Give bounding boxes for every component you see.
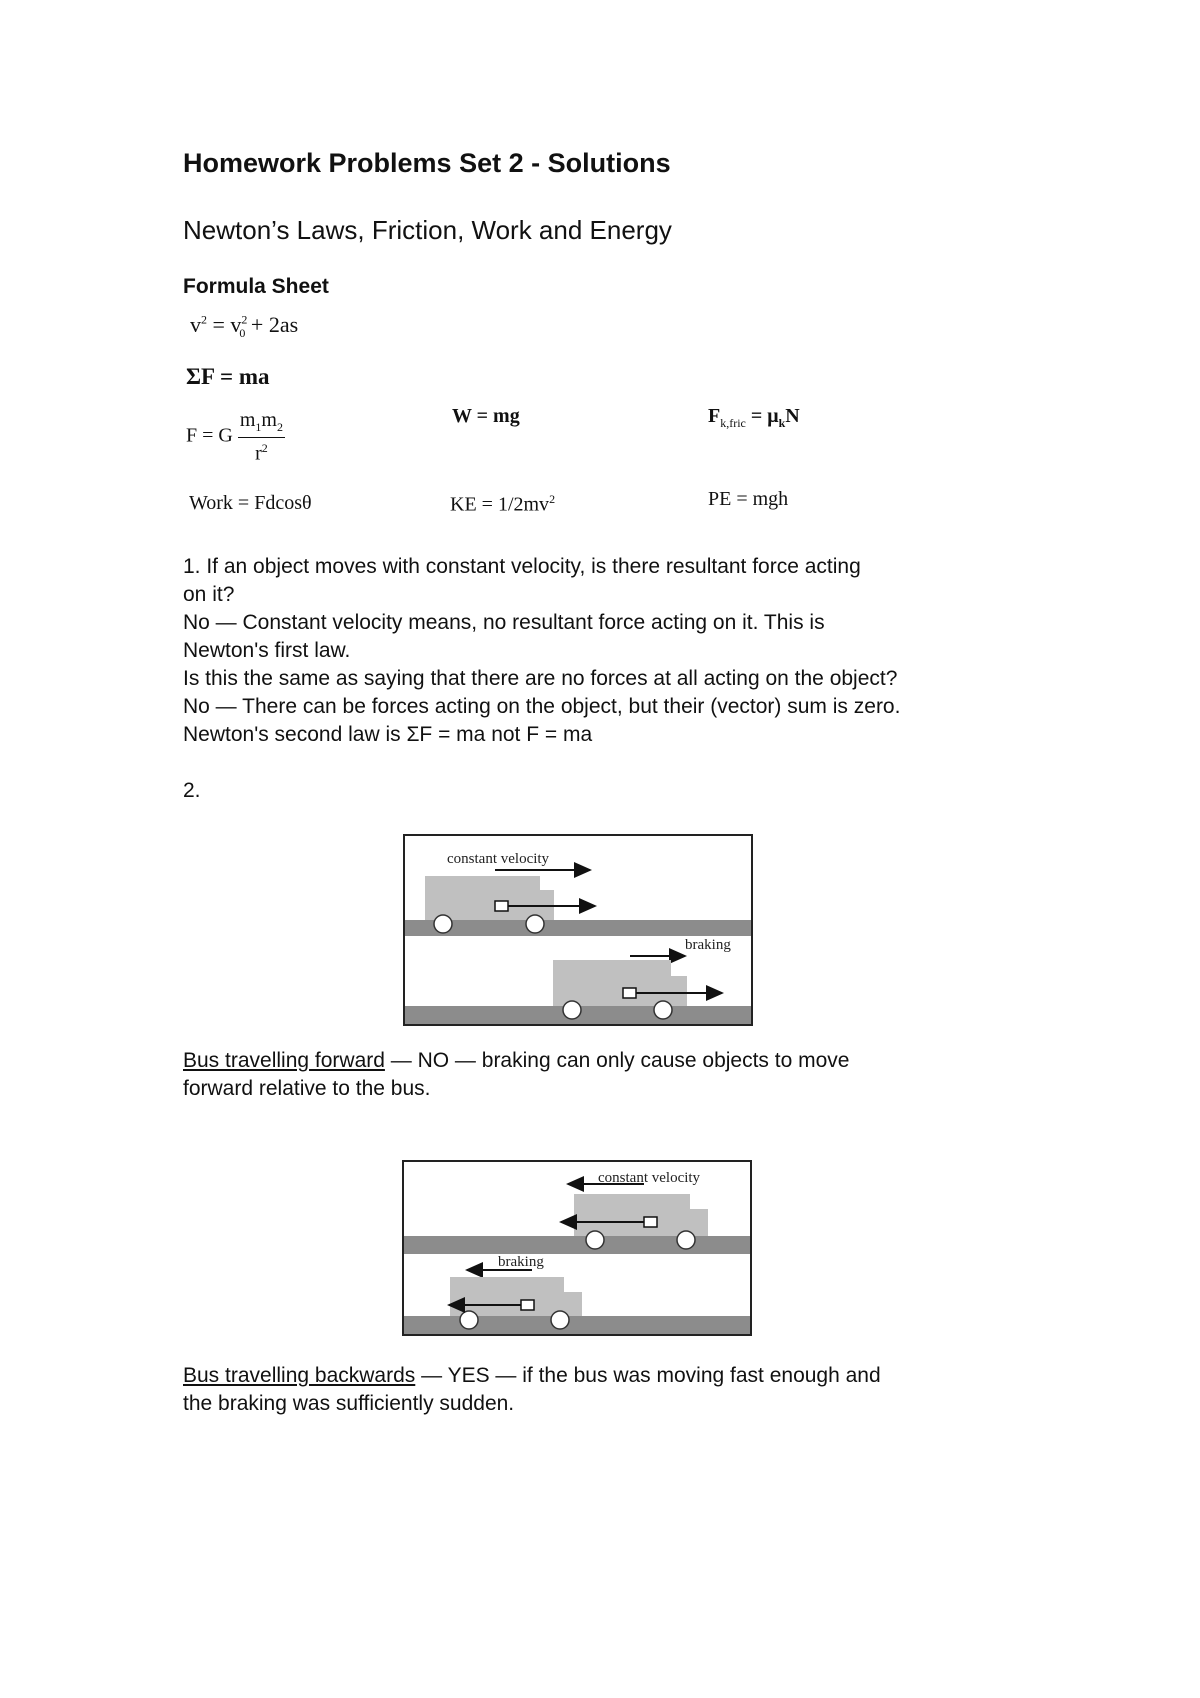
newton-second-law-formula: ΣF = ma [186,364,270,389]
bus-wheel [551,1311,569,1329]
bus-wheel [654,1001,672,1019]
bus-wheel [563,1001,581,1019]
bus-wheel [434,915,452,933]
box-object [644,1217,657,1227]
bus-backward-diagram [404,1162,750,1334]
q1-line: 1. If an object moves with constant velocity, is there resultant force acting [183,555,861,578]
weight-formula: W = mg [452,405,520,427]
box-object [495,901,508,911]
q1-line: on it? [183,583,235,606]
box-object [623,988,636,998]
q1-line: Newton's first law. [183,639,351,662]
bus-forward-figure [403,834,753,1026]
label-constant-velocity: constant velocity [598,1170,701,1186]
road [404,1236,750,1254]
road [404,1316,750,1334]
q1-line: Newton's second law is ΣF = ma not F = ma [183,723,593,746]
q1-line: Is this the same as saying that there are no forces at all acting on the object? [183,667,898,690]
answer-bus-forward-label: Bus travelling forward [183,1049,385,1072]
q1-line: No — There can be forces acting on the object, but their (vector) sum is zero. [183,695,901,718]
question-1 [183,553,900,749]
kinematics-formula: $v^2 = v^2_0 + 2as$ [190,312,299,341]
q1-line: No — Constant velocity means, no resultant force acting on it. This is [183,611,825,634]
bus-wheel [460,1311,478,1329]
page-subtitle: Newton’s Laws, Friction, Work and Energy [183,215,672,245]
work-formula: Work = Fdcosθ [189,492,312,514]
gravitation-formula: F = G $\frac{m_1m_2}{r^2}$ [186,409,283,465]
bus-wheel [526,915,544,933]
answer-bus-forward: Bus travelling forward — NO — braking can only cause objects to move forward relative to the bus. [183,1049,850,1100]
label-braking: braking [498,1254,544,1270]
answer-bus-backward-label: Bus travelling backwards [183,1364,416,1387]
bus-wheel [586,1231,604,1249]
bus-backward-figure [402,1160,752,1336]
question-2-number: 2. [183,779,201,802]
friction-formula: $F_{k,fric} = \mu_kN$ [708,405,800,430]
box-object [521,1300,534,1310]
formula-sheet-heading: Formula Sheet [183,275,329,298]
page-title: Homework Problems Set 2 - Solutions [183,148,671,178]
potential-energy-formula: PE = mgh [708,488,789,510]
kinetic-energy-formula: KE = $1/2mv^2$ [450,492,556,516]
label-braking: braking [685,937,731,953]
bus-forward-diagram [405,836,751,1024]
road [405,920,751,936]
bus-wheel [677,1231,695,1249]
answer-bus-backward: Bus travelling backwards — YES — if the bus was moving fast enough and the braking was sufficiently sudden. [183,1364,881,1415]
label-constant-velocity: constant velocity [447,851,550,867]
